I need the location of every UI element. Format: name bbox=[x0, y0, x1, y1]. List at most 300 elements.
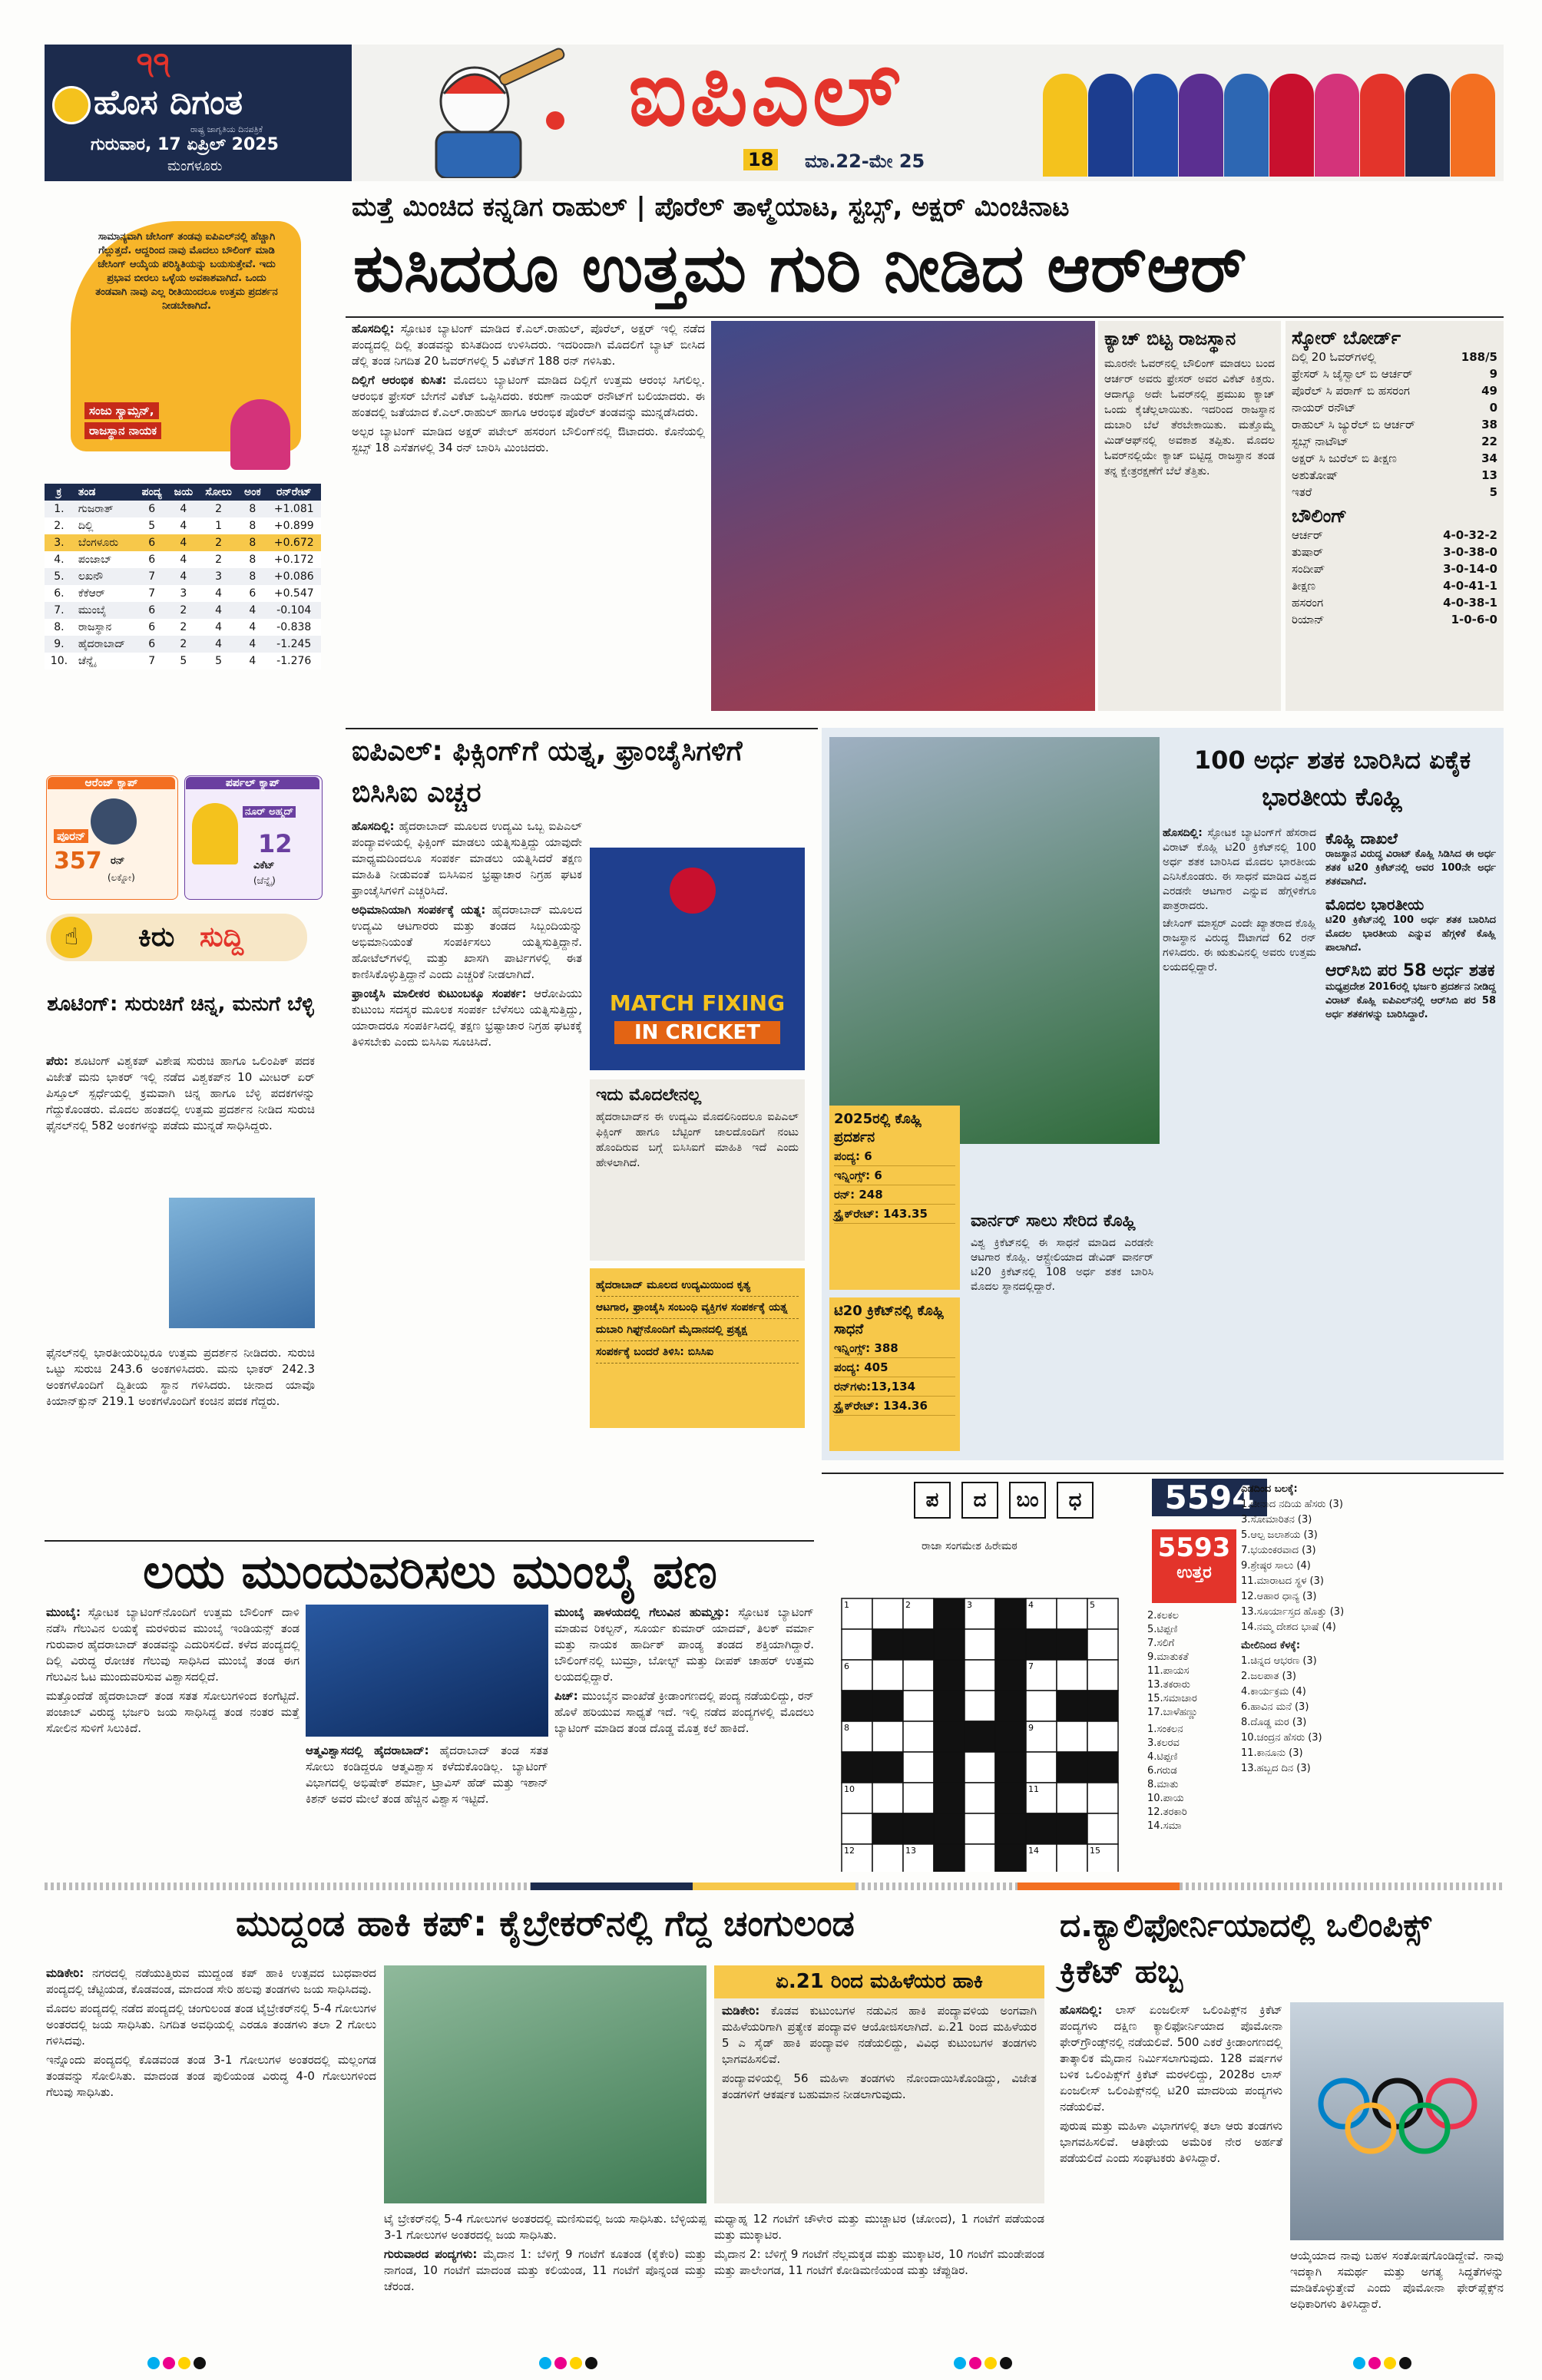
crossword-block bbox=[842, 1752, 872, 1783]
captain-avatar bbox=[1224, 74, 1269, 177]
mumbai-body-5: ಮುಂಬೈನ ವಾಂಖೆಡೆ ಕ್ರೀಡಾಂಗಣದಲ್ಲಿ ಪಂದ್ಯ ನಡೆಯಲಿದ್ದು, ರನ್ ಹೊಳೆ ಹರಿಯುವ ಸಾಧ್ಯತೆ ಇದೆ. ಇಲ್ಲಿ ನಡೆದ ಪಂದ್ಯಗಳಲ್ಲಿ ಮೊದಲು ಬ್ಯಾಟಿಂಗ್ ಮಾಡಿದ ತಂಡ ದೊಡ್ಡ ಮೊತ್ತ ಕಲೆ ಹಾಕಿದೆ. bbox=[554, 1689, 814, 1735]
bowling-row-name: ಆರ್ಚರ್ bbox=[1292, 528, 1323, 542]
points-cell: +0.172 bbox=[273, 554, 314, 566]
points-row bbox=[45, 534, 321, 551]
lead-body bbox=[352, 321, 705, 712]
bowling-row bbox=[1292, 577, 1497, 594]
crossword-cell[interactable] bbox=[872, 1598, 903, 1629]
fixing-box-title: ಇದು ಮೊದಲೇನಲ್ಲ bbox=[596, 1086, 701, 1105]
masthead bbox=[45, 40, 1504, 181]
points-header: ರನ್‌ರೇಟ್ bbox=[276, 486, 312, 498]
batting-row-name: ಅಶುತೋಷ್ bbox=[1292, 468, 1338, 482]
bowling-row-name: ಸಂದೀಪ್ bbox=[1292, 562, 1325, 576]
captain-avatar bbox=[1315, 74, 1359, 177]
clue-across: 7.ಭಯಂಕರವಾದ (3) bbox=[1241, 1545, 1316, 1556]
crossword-block bbox=[934, 1752, 965, 1783]
solution-down: 1.ಸಂಕಲನ bbox=[1147, 1724, 1183, 1735]
hockey-body-3: ಇನ್ನೊಂದು ಪಂದ್ಯದಲ್ಲಿ ಕೊಡವಂಡ ತಂಡ 3-1 ಗೋಲುಗಳ ಅಂತರದಲ್ಲಿ ಮಲ್ಲಂಗಡ ತಂಡವನ್ನು ಸೋಲಿಸಿತು. ಮಾದಂಡ ತಂಡ ಪುಲಿಯಂಡ ವಿರುದ್ಧ 4-0 ಗೋಲುಗಳಿಂದ ಗೆಲುವು ಸಾಧಿಸಿತು. bbox=[46, 2053, 376, 2099]
captain-avatar bbox=[1451, 74, 1495, 177]
points-cell: 5 bbox=[215, 655, 223, 667]
registration-marks bbox=[146, 2357, 207, 2372]
clues-down-title: ಮೇಲಿನಿಂದ ಕೆಳಕ್ಕೆ: bbox=[1241, 1640, 1301, 1651]
points-cell: -0.838 bbox=[276, 621, 312, 633]
bowling-row-value: 1-0-6-0 bbox=[1451, 613, 1497, 626]
crossword-cell[interactable] bbox=[872, 1844, 903, 1872]
clue-across: 11.ಮಾರಾಟದ ಸ್ಥಳ (3) bbox=[1241, 1575, 1324, 1587]
lead-kicker: ಮತ್ತೆ ಮಿಂಚಿದ ಕನ್ನಡಿಗ ರಾಹುಲ್ | ಪೊರೆಲ್ ತಾಳ್ಮೆಯಾಟ, ಸ್ಟಬ್ಸ್, ಅಕ್ಷರ್ ಮಿಂಚಿನಾಟ bbox=[352, 192, 1070, 223]
orange-cap-unit: ರನ್ bbox=[111, 855, 125, 867]
solution-across: 5.ಟಿಪ್ಪಣಿ bbox=[1147, 1624, 1178, 1635]
batting-row-value: 22 bbox=[1481, 435, 1497, 448]
fixing-body-1: ಹೈದರಾಬಾದ್ ಮೂಲದ ಉದ್ಯಮಿ ಒಬ್ಬ ಐಪಿಎಲ್ ಪಂದ್ಯಾವಳಿಯಲ್ಲಿ ಫಿಕ್ಸಿಂಗ್ ಮಾಡಲು ಯತ್ನಿಸುತ್ತಿದ್ದು ಯಾವುದೇ ಮಾಧ್ಯಮದಿಂದಲೂ ಸಂಪರ್ಕ ಮಾಡಲು ಯತ್ನಿಸಿದರೆ ತಕ್ಷಣ ಮಾಹಿತಿ ನೀಡುವಂತೆ ಬಿಸಿಸಿಐನ ಭ್ರಷ್ಟಾಚಾರ ನಿಗ್ರಹ ಘಟಕ ಫ್ರಾಂಚೈಸಿಗಳಿಗೆ ಎಚ್ಚರಿಸಿದೆ. bbox=[352, 819, 582, 897]
bowling-title: ಬೌಲಿಂಗ್ bbox=[1292, 505, 1347, 527]
points-header: ಅಂಕ bbox=[244, 486, 261, 498]
batting-row bbox=[1292, 399, 1497, 416]
bowling-row-name: ತುಷಾರ್ bbox=[1292, 545, 1324, 559]
puzzle-prev-box bbox=[1152, 1529, 1236, 1603]
fixing-sub-2: ಫ್ರಾಂಚೈಸಿ ಮಾಲೀಕರ ಕುಟುಂಬಕ್ಕೂ ಸಂಪರ್ಕ: bbox=[352, 987, 527, 1000]
lead-side-body: ಮೂರನೇ ಓವರ್‌ನಲ್ಲಿ ಬೌಲಿಂಗ್ ಮಾಡಲು ಬಂದ ಆರ್ಚರ್ ಅವರು ಫ್ರೇಸರ್ ಅವರ ವಿಕೆಟ್ ಕಿತ್ತರು. ಆದಾಗ್ಯೂ ಅದೇ ಓವರ್‌ನಲ್ಲಿ ಪ್ರಮುಖ ಕ್ಯಾಚ್ ಒಂದು ಕೈಚೆಲ್ಲಲಾಯಿತು. ಇದರಿಂದ ರಾಜಸ್ಥಾನ ದುಬಾರಿ ಬೆಲೆ ತೆರಬೇಕಾಯಿತು. ಮತ್ತೊಮ್ಮೆ ಮಿಡ್‌ಆಫ್‌ನಲ್ಲಿ ಅವಕಾಶ ತಪ್ಪಿತು. ಮೊದಲ ಓವರ್‌ನಲ್ಲಿಯೇ ಕ್ಯಾಚ್ ಬಿಟ್ಟಿದ್ದ ರಾಜಸ್ಥಾನ ತಂಡ ತನ್ನ ಕ್ಷೇತ್ರರಕ್ಷಣೆಗೆ ಬೆಲೆ ತೆತ್ತಿತು. bbox=[1104, 358, 1275, 478]
crossword-clue-number: 13 bbox=[905, 1846, 916, 1856]
puzzle-author: ರಾಜಾ ಸಂಗಮೇಶ ಹಿರೇಮಠ bbox=[922, 1540, 1018, 1552]
fixing-bullet: ದುಬಾರಿ ಗಿಫ್ಟ್‌ನೊಂದಿಗೆ ಮೈದಾನದಲ್ಲಿ ಪ್ರತ್ಯಕ್ಷ bbox=[596, 1319, 799, 1341]
crossword-block bbox=[934, 1629, 965, 1660]
points-cell: 7 bbox=[148, 570, 156, 583]
clue-down: 10.ಚಂದ್ರನ ಹೆಸರು (3) bbox=[1241, 1732, 1322, 1744]
hockey-body-b bbox=[384, 2211, 706, 2349]
puzzle-title bbox=[914, 1482, 1094, 1519]
orange-cap-team: (ಲಕ್ನೋ) bbox=[108, 872, 135, 883]
crossword-block bbox=[872, 1629, 903, 1660]
clue-across: 14.ನಮ್ಮ ದೇಶದ ಭಾಷೆ (4) bbox=[1241, 1621, 1336, 1633]
crossword-cell[interactable] bbox=[903, 1783, 934, 1813]
fixing-bullet: ಹೈದರಾಬಾದ್ ಮೂಲದ ಉದ್ಯಮಿಯಿಂದ ಕೃತ್ಯ bbox=[596, 1274, 799, 1297]
crossword-clue-number: 2 bbox=[905, 1600, 911, 1610]
captain-avatar bbox=[1269, 74, 1314, 177]
crossword-clue-number: 10 bbox=[844, 1784, 855, 1794]
lead-headline: ಕುಸಿದರೂ ಉತ್ತಮ ಗುರಿ ನೀಡಿದ ಆರ್‌ಆರ್ bbox=[353, 230, 1247, 307]
crossword-clue-number: 14 bbox=[1028, 1846, 1039, 1856]
points-cell: 8. bbox=[54, 621, 65, 633]
points-cell: 2 bbox=[215, 537, 223, 549]
kiru-headline: ಶೂಟಿಂಗ್: ಸುರುಚಿಗೆ ಚಿನ್ನ, ಮನುಗೆ ಬೆಳ್ಳಿ bbox=[47, 993, 314, 1016]
women-hockey-text bbox=[714, 1998, 1044, 2111]
warner-body: ವಿಶ್ವ ಕ್ರಿಕೆಟ್‌ನಲ್ಲಿ ಈ ಸಾಧನೆ ಮಾಡಿದ ಎರಡನೇ ಆಟಗಾರ ಕೊಹ್ಲಿ. ಆಸ್ಟ್ರೇಲಿಯಾದ ಡೇವಿಡ್ ವಾರ್ನರ್ ಟಿ20 ಕ್ರಿಕೆಟ್‌ನಲ್ಲಿ 108 ಅರ್ಧ ಶತಕ ಬಾರಿಸಿ ಮೊದಲ ಸ್ಥಾನದಲ್ಲಿದ್ದಾರೆ. bbox=[971, 1237, 1153, 1293]
points-cell: 6 bbox=[148, 621, 156, 633]
crossword-clue-number: 9 bbox=[1028, 1723, 1034, 1733]
hockey-body-a bbox=[46, 1965, 376, 2349]
crossword-block bbox=[934, 1691, 965, 1721]
puzzle-title-letter: ಬಂ bbox=[1009, 1482, 1046, 1519]
divider-segment bbox=[1018, 1883, 1180, 1890]
crossword-cell[interactable] bbox=[903, 1752, 934, 1783]
kohli-dateline: ಹೊಸದಿಲ್ಲಿ: bbox=[1163, 827, 1203, 839]
mumbai-dateline: ಮುಂಬೈ: bbox=[46, 1605, 81, 1619]
crossword-cell[interactable] bbox=[1057, 1844, 1087, 1872]
points-cell: 6 bbox=[249, 587, 256, 600]
points-cell: 5 bbox=[180, 655, 187, 667]
crossword-cell[interactable] bbox=[1057, 1660, 1087, 1691]
points-cell: +0.899 bbox=[273, 520, 314, 532]
crossword-cell[interactable] bbox=[965, 1813, 995, 1844]
kohli-body bbox=[1163, 826, 1316, 1256]
crossword-block bbox=[1026, 1629, 1057, 1660]
solution-across: 2.ಕಲಕಲ bbox=[1147, 1610, 1179, 1621]
points-cell: 8 bbox=[249, 554, 256, 566]
points-cell: 3 bbox=[215, 570, 223, 583]
crossword-cell[interactable] bbox=[965, 1752, 995, 1783]
bowling-row bbox=[1292, 544, 1497, 560]
points-cell: -0.104 bbox=[276, 604, 312, 616]
clue-across: 5.ಆಲ್ಪ ಜಲಾಶಯ (3) bbox=[1241, 1529, 1318, 1541]
lead-body-3: ಅಲ್ಪರ ಬ್ಯಾಟಿಂಗ್ ಮಾಡಿದ ಅಕ್ಷರ್ ಪಟೇಲ್ ಹಸರಂಗ ಬೌಲಿಂಗ್‌ನಲ್ಲಿ ಔಟಾದರು. ಕೊನೆಯಲ್ಲಿ ಸ್ಟಬ್ಸ್ 18 ಎಸೆತಗಳಲ್ಲಿ 34 ರನ್ ಬಾರಿಸಿ ಮಿಂಚಿದರು. bbox=[352, 425, 705, 455]
batting-row-value: 49 bbox=[1481, 384, 1497, 398]
section-divider bbox=[45, 1883, 1504, 1890]
crossword-cell[interactable] bbox=[903, 1660, 934, 1691]
batting-row-value: 34 bbox=[1481, 451, 1497, 465]
captain-avatar bbox=[1405, 74, 1450, 177]
clue-across: 13.ಸೂರ್ಯಾಸ್ತದ ಹೊತ್ತು (3) bbox=[1241, 1606, 1345, 1618]
crossword-grid bbox=[826, 1583, 1141, 1872]
crossword-cell[interactable] bbox=[965, 1691, 995, 1721]
crossword-clue-number: 4 bbox=[1028, 1600, 1034, 1610]
olympic-dateline: ಹೊಸದಿಲ್ಲಿ: bbox=[1060, 2003, 1103, 2017]
orange-cap-name: ಪೂರನ್ bbox=[54, 829, 88, 843]
mumbai-body-c bbox=[554, 1605, 814, 1873]
crossword-clue-number: 8 bbox=[844, 1723, 849, 1733]
points-cell: 6 bbox=[148, 638, 156, 650]
crossword-cell[interactable] bbox=[965, 1629, 995, 1660]
crossword-cell[interactable] bbox=[872, 1721, 903, 1752]
bowling-row bbox=[1292, 611, 1497, 628]
lead-rule bbox=[346, 316, 1504, 318]
crossword-block bbox=[1026, 1813, 1057, 1844]
batting-row bbox=[1292, 467, 1497, 484]
kohli-t20-stat: ಪಂದ್ಯ: 405 bbox=[834, 1358, 955, 1377]
bowling-row bbox=[1292, 527, 1497, 544]
crossword-clue-number: 12 bbox=[844, 1846, 855, 1856]
crossword-cell[interactable] bbox=[1087, 1721, 1118, 1752]
batting-row-value: 9 bbox=[1489, 367, 1497, 381]
points-cell: 4 bbox=[215, 638, 223, 650]
points-cell: 5 bbox=[148, 520, 156, 532]
points-cell: +0.672 bbox=[273, 537, 314, 549]
crossword-block bbox=[995, 1691, 1026, 1721]
points-cell: 2 bbox=[180, 621, 187, 633]
kohli-s3-title: ಆರ್‌ಸಿಬಿ ಪರ 58 ಅರ್ಧ ಶತಕ bbox=[1325, 961, 1495, 980]
puzzle-title-letter: ಪ bbox=[914, 1482, 951, 1519]
points-cell: 4 bbox=[249, 621, 256, 633]
hockey-dateline: ಮಡಿಕೇರಿ: bbox=[46, 1966, 84, 1980]
clue-down: 2.ಜಲಪಾತ (3) bbox=[1241, 1671, 1296, 1682]
divider-segment bbox=[693, 1883, 855, 1890]
kohli-s2-body: ಟಿ20 ಕ್ರಿಕೆಟ್‌ನಲ್ಲಿ 100 ಅರ್ಧ ಶತಕ ಬಾರಿಸಿದ ಮೊದಲ ಭಾರತೀಯ ಎನ್ನುವ ಹೆಗ್ಗಳಿಕೆ ಕೊಹ್ಲಿ ಪಾಲಾಗಿದೆ. bbox=[1325, 914, 1496, 954]
clue-across: 3.ಸೋಮಾರಿತನ (3) bbox=[1241, 1514, 1312, 1526]
points-row bbox=[45, 619, 321, 636]
solution-across: 7.ಸಲಿಗೆ bbox=[1147, 1638, 1175, 1649]
crossword-clue-number: 3 bbox=[967, 1600, 972, 1610]
lead-side-box bbox=[1098, 321, 1281, 711]
shooting-photo bbox=[169, 1198, 315, 1328]
points-cell: 2 bbox=[215, 503, 223, 515]
points-row bbox=[45, 585, 321, 602]
kohli-stat: ರನ್: 248 bbox=[834, 1185, 955, 1205]
paper-tagline: ರಾಷ್ಟ್ರ ಜಾಗೃತಿಯ ದಿನಪತ್ರಿಕೆ bbox=[190, 124, 263, 134]
kiru-body-1: ಶೂಟಿಂಗ್ ವಿಶ್ವಕಪ್ ವಿಶೇಷ ಸುರುಚಿ ಹಾಗೂ ಒಲಿಂಪಿಕ್ ಪದಕ ವಿಜೇತೆ ಮನು ಭಾಕರ್ ಇಲ್ಲಿ ನಡೆದ ವಿಶ್ವಕಪ್‌ನ 10 ಮೀಟರ್ ಏರ್ ಪಿಸ್ತೂಲ್ ಸ್ಪರ್ಧೆಯಲ್ಲಿ ಕ್ರಮವಾಗಿ ಚಿನ್ನ ಹಾಗೂ ಬೆಳ್ಳಿ ಪದಕಗಳನ್ನು ಗೆದ್ದುಕೊಂಡರು. ಮೊದಲ ಹಂತದಲ್ಲಿ ಉತ್ತಮ ಪ್ರದರ್ಶನ ನೀಡಿದ ಸುರುಚಿ ಫೈನಲ್‌ನಲ್ಲಿ 582 ಅಂಕಗಳನ್ನು ಪಡೆದು ಮುನ್ನಡೆ ಸಾಧಿಸಿದ್ದರು. bbox=[46, 1054, 315, 1132]
scoreboard-team-line: ದಿಲ್ಲಿ 20 ಓವರ್‌ಗಳಲ್ಲಿ bbox=[1292, 350, 1376, 364]
captain-avatar bbox=[1043, 74, 1087, 177]
points-cell: 4 bbox=[215, 621, 223, 633]
divider-segment bbox=[1180, 1883, 1504, 1890]
crossword-block bbox=[995, 1721, 1026, 1752]
crossword-cell[interactable] bbox=[903, 1721, 934, 1752]
hockey-body-2: ಮೊದಲ ಪಂದ್ಯದಲ್ಲಿ ನಡೆದ ಪಂದ್ಯದಲ್ಲಿ ಚಂಗುಲಂಡ ತಂಡ ಟೈಬ್ರೇಕರ್‌ನಲ್ಲಿ 5-4 ಗೋಲುಗಳ ಅಂತರದಲ್ಲಿ ಜಯ ಸಾಧಿಸಿತು. ನಿಗದಿತ ಅವಧಿಯಲ್ಲಿ ಎರಡೂ ತಂಡಗಳು ತಲಾ 2 ಗೋಲು ಗಳಿಸಿದವು. bbox=[46, 2002, 376, 2048]
clue-across: 12.ಆಹಾರ ಧಾನ್ಯ (3) bbox=[1241, 1591, 1317, 1602]
puzzle-solution bbox=[1147, 1609, 1239, 1863]
crossword-block bbox=[903, 1813, 934, 1844]
registration-marks bbox=[1352, 2357, 1413, 2372]
points-cell: 8 bbox=[249, 520, 256, 532]
points-cell: 6 bbox=[148, 604, 156, 616]
ipl-title: ಐಪಿಎಲ್ bbox=[628, 40, 904, 146]
crossword-cell[interactable] bbox=[965, 1844, 995, 1872]
puzzle-prev-label: ಉತ್ತರ bbox=[1176, 1563, 1212, 1582]
points-cell: 6. bbox=[54, 587, 65, 600]
crossword-block bbox=[1057, 1813, 1087, 1844]
crossword-block bbox=[934, 1844, 965, 1872]
crossword-block bbox=[934, 1598, 965, 1629]
crossword-cell[interactable] bbox=[1087, 1813, 1118, 1844]
points-cell: 7 bbox=[148, 655, 156, 667]
hockey-body-4: ಟೈ ಬ್ರೇಕರ್‌ನಲ್ಲಿ 5-4 ಗೋಲುಗಳ ಅಂತರದಲ್ಲಿ ಮಣಿಸುವಲ್ಲಿ ಜಯ ಸಾಧಿಸಿತು. ಬೆಳ್ಳಿಯಪ್ಪ 3-1 ಗೋಲುಗಳ ಅಂತರದಲ್ಲಿ ಜಯ ಸಾಧಿಸಿತು. bbox=[384, 2212, 706, 2242]
points-cell: ಲಖನೌ bbox=[78, 570, 104, 583]
points-cell: 8 bbox=[249, 503, 256, 515]
kohli-t20-stat: ಸ್ಟ್ರೈಕ್‌ರೇಟ್: 134.36 bbox=[834, 1397, 955, 1416]
points-cell: ಬೆಂಗಳೂರು bbox=[78, 537, 119, 549]
puzzle-number: 5594 bbox=[1152, 1479, 1267, 1516]
solution-down: 14.ಸಮಾ bbox=[1147, 1820, 1182, 1832]
points-cell: 6 bbox=[148, 537, 156, 549]
registration-marks bbox=[538, 2357, 599, 2372]
puzzle-title-letter: ದ bbox=[961, 1482, 998, 1519]
ipl-captains-strip bbox=[1043, 51, 1496, 177]
mumbai-body-3: ಹೈದರಾಬಾದ್ ತಂಡ ಸತತ ಸೋಲು ಕಂಡಿದ್ದರೂ ಆತ್ಮವಿಶ್ವಾಸ ಕಳೆದುಕೊಂಡಿಲ್ಲ. ಬ್ಯಾಟಿಂಗ್ ವಿಭಾಗದಲ್ಲಿ ಅಭಿಷೇಕ್ ಶರ್ಮಾ, ಟ್ರಾವಿಸ್ ಹೆಡ್ ಮತ್ತು ಇಶಾನ್ ಕಿಶನ್ ಅವರ ಮೇಲೆ ತಂಡ ಹೆಚ್ಚಿನ ವಿಶ್ವಾಸ ಇಟ್ಟಿದೆ. bbox=[306, 1744, 548, 1806]
crossword-cell[interactable] bbox=[1057, 1783, 1087, 1813]
registration-marks bbox=[952, 2357, 1014, 2372]
points-cell: 1. bbox=[54, 503, 65, 515]
crossword-block bbox=[934, 1783, 965, 1813]
points-cell: 8 bbox=[249, 570, 256, 583]
crossword-block bbox=[1087, 1691, 1118, 1721]
points-row bbox=[45, 568, 321, 585]
points-cell: 2. bbox=[54, 520, 65, 532]
points-cell: ಹೈದರಾಬಾದ್ bbox=[78, 638, 126, 650]
batting-row-name: ಪೊರೆಲ್ ಸಿ ಪರಾಗ್ ಬಿ ಹಸರಂಗ bbox=[1292, 384, 1410, 398]
clue-down: 1.ಚಿನ್ನದ ಆಭರಣ (3) bbox=[1241, 1655, 1317, 1667]
kohli-stat: ಸ್ಟ್ರೈಕ್‌ರೇಟ್: 143.35 bbox=[834, 1205, 955, 1224]
bowling-row bbox=[1292, 594, 1497, 611]
points-cell: 6 bbox=[148, 554, 156, 566]
kohli-side-stats bbox=[1322, 826, 1499, 1456]
crossword-cell[interactable] bbox=[1087, 1660, 1118, 1691]
crossword-cell[interactable] bbox=[872, 1660, 903, 1691]
crossword-block bbox=[1087, 1752, 1118, 1783]
kohli-stat: ಪಂದ್ಯ: 6 bbox=[834, 1147, 955, 1166]
crossword-cell[interactable] bbox=[842, 1629, 872, 1660]
points-cell: ಚೆನ್ನೈ bbox=[78, 655, 96, 667]
batting-row-name: ಅಕ್ಷರ್ ಸಿ ಜುರೆಲ್ ಬಿ ತೀಕ್ಷಣ bbox=[1292, 451, 1397, 465]
women-hockey-body-4: ಮೈದಾನ 2: ಬೆಳಿಗ್ಗೆ 9 ಗಂಟೆಗೆ ನೆಲ್ಲಮಕ್ಕಡ ಮತ್ತು ಮುಕ್ಕಾಟಿರ, 10 ಗಂಟೆಗೆ ಮಂಡೇಪಂಡ ಮತ್ತು ಪಾಲೇಂಗಡ, 11 ಗಂಟೆಗೆ ಕೋಡಿಮಣಿಯಂಡ ಮತ್ತು ಚೆಪ್ಪುಡಿರ. bbox=[714, 2247, 1044, 2277]
scoreboard-title: ಸ್ಕೋರ್ ಬೋರ್ಡ್ bbox=[1292, 327, 1401, 349]
fixing-img-text-2: IN CRICKET bbox=[614, 1021, 780, 1044]
clues-across-title: ಎಡದಿಂದ ಬಲಕ್ಕೆ: bbox=[1241, 1483, 1298, 1495]
purple-cap-wkts: 12 bbox=[258, 829, 293, 858]
olympic-body-a bbox=[1060, 2002, 1282, 2348]
fixing-body bbox=[352, 818, 582, 1525]
points-cell: 1 bbox=[215, 520, 223, 532]
batting-row-name: ನಾಯರ್ ರನೌಟ್ bbox=[1292, 401, 1356, 415]
bowling-row-value: 4-0-32-2 bbox=[1443, 528, 1497, 542]
hand-icon: ☝ bbox=[51, 917, 92, 958]
crossword-block bbox=[995, 1660, 1026, 1691]
clue-across: 1.ಚೀನಾದ ನದಿಯ ಹೆಸರು (3) bbox=[1241, 1499, 1343, 1510]
points-cell: 4 bbox=[180, 520, 187, 532]
points-cell: 5. bbox=[54, 570, 65, 583]
women-hockey-dateline: ಮಡಿಕೇರಿ: bbox=[722, 2004, 760, 2018]
kiru-label-b: ಸುದ್ದಿ bbox=[200, 921, 244, 953]
points-cell: 7 bbox=[148, 587, 156, 600]
issue-date: ಗುರುವಾರ, 17 ಏಪ್ರಿಲ್ 2025 bbox=[91, 135, 279, 154]
batting-row-name: ಫ್ರೇಸರ್ ಸಿ ಜೈಸ್ವಾಲ್ ಬಿ ಆರ್ಚರ್ bbox=[1292, 367, 1413, 381]
fixing-headline: ಐಪಿಎಲ್: ಫಿಕ್ಸಿಂಗ್‌ಗೆ ಯತ್ನ, ಫ್ರಾಂಚೈಸಿಗಳಿಗೆ ಬಿಸಿಸಿಐ ಎಚ್ಚರ bbox=[352, 735, 743, 808]
points-cell: 4 bbox=[180, 503, 187, 515]
cricket-ball-icon bbox=[670, 868, 716, 914]
batting-row bbox=[1292, 365, 1497, 382]
kiru-label-a: ಕಿರು bbox=[138, 921, 175, 953]
mumbai-body-4: ಸ್ಫೋಟಕ ಬ್ಯಾಟಿಂಗ್ ಮಾಡುವ ರಿಕಲ್ಟನ್, ಸೂರ್ಯ ಕುಮಾರ್ ಯಾದವ್, ತಿಲಕ್ ವರ್ಮಾ ಮತ್ತು ನಾಯಕ ಹಾರ್ದಿಕ್ ಪಾಂಡ್ಯ ತಂಡದ ಶಕ್ತಿಯಾಗಿದ್ದಾರೆ. ಬೌಲಿಂಗ್‌ನಲ್ಲಿ ಬುಮ್ರಾ, ಬೋಲ್ಟ್ ಮತ್ತು ದೀಪಕ್ ಚಾಹರ್ ಉತ್ತಮ ಲಯದಲ್ಲಿದ್ದಾರೆ. bbox=[554, 1605, 814, 1684]
crossword-cell[interactable] bbox=[1087, 1629, 1118, 1660]
crossword-cell[interactable] bbox=[1087, 1783, 1118, 1813]
crossword-cell[interactable] bbox=[1026, 1752, 1057, 1783]
crossword-cell[interactable] bbox=[1057, 1598, 1087, 1629]
mumbai-sub-2: ಮುಂಬೈ ಪಾಳಯದಲ್ಲಿ ಗೆಲುವಿನ ಹುಮ್ಮಸ್ಸು: bbox=[554, 1605, 730, 1619]
clue-down: 6.ಹಾವಿನ ಮನೆ (3) bbox=[1241, 1701, 1309, 1713]
batting-row bbox=[1292, 484, 1497, 501]
fixing-dateline: ಹೊಸದಿಲ್ಲಿ: bbox=[352, 819, 395, 833]
points-row bbox=[45, 517, 321, 534]
warner-title: ವಾರ್ನರ್ ಸಾಲು ಸೇರಿದ ಕೊಹ್ಲಿ bbox=[971, 1211, 1137, 1231]
points-cell: 4 bbox=[249, 638, 256, 650]
olympic-body-1: ಲಾಸ್ ಏಂಜಲೀಸ್ ಒಲಿಂಪಿಕ್ಸ್‌ನ ಕ್ರಿಕೆಟ್ ಪಂದ್ಯಗಳು ದಕ್ಷಿಣ ಕ್ಯಾಲಿಫೋರ್ನಿಯಾದ ಪೊಮೋನಾ ಫೇರ್‌ಗ್ರೌಂಡ್ಸ್‌ನಲ್ಲಿ ನಡೆಯಲಿವೆ. 500 ಎಕರೆ ಕ್ರೀಡಾಂಗಣದಲ್ಲಿ ತಾತ್ಕಾಲಿಕ ಮೈದಾನ ನಿರ್ಮಿಸಲಾಗುವುದು. 128 ವರ್ಷಗಳ ಬಳಿಕ ಒಲಿಂಪಿಕ್ಸ್‌ಗೆ ಕ್ರಿಕೆಟ್ ಮರಳಲಿದ್ದು, 2028ರ ಲಾಸ್ ಏಂಜಲೀಸ್ ಒಲಿಂಪಿಕ್ಸ್‌ನಲ್ಲಿ ಟಿ20 ಮಾದರಿಯ ಪಂದ್ಯಗಳು ನಡೆಯಲಿವೆ. bbox=[1060, 2003, 1282, 2114]
crossword-clue-number: 7 bbox=[1028, 1661, 1034, 1671]
points-cell: 4 bbox=[180, 554, 187, 566]
crossword-block bbox=[872, 1813, 903, 1844]
crossword-cell[interactable] bbox=[903, 1691, 934, 1721]
crossword-cell[interactable] bbox=[1026, 1691, 1057, 1721]
crossword-cell[interactable] bbox=[965, 1783, 995, 1813]
issue-city: ಮಂಗಳೂರು bbox=[167, 158, 223, 174]
clue-down: 11.ಕಾನೂನು (3) bbox=[1241, 1747, 1303, 1759]
points-cell: 8 bbox=[249, 537, 256, 549]
points-cell: +1.081 bbox=[273, 503, 314, 515]
points-cell: -1.276 bbox=[276, 655, 312, 667]
crossword-cell[interactable] bbox=[842, 1813, 872, 1844]
points-cell: 2 bbox=[215, 554, 223, 566]
quote-text: ಸಾಮಾನ್ಯವಾಗಿ ಚೇಸಿಂಗ್ ತಂಡವು ಐಪಿಎಲ್‌ನಲ್ಲಿ ಹೆಚ್ಚಾಗಿ ಗೆಲ್ಲುತ್ತದೆ. ಆದ್ದರಿಂದ ನಾವು ಮೊದಲು ಬೌಲಿಂಗ್ ಮಾಡಿ ಚೇಸಿಂಗ್ ಆಯ್ಕೆಯ ಪರಿಸ್ಥಿತಿಯನ್ನು ಬಯಸುತ್ತೇವೆ. ಇದು ಪ್ರಭಾವ ಬೀರಲು ಒಳ್ಳೆಯ ಅವಕಾಶವಾಗಿದೆ. ಒಂದು ತಂಡವಾಗಿ ನಾವು ಎಲ್ಲ ರೀತಿಯಿಂದಲೂ ಉತ್ತಮ ಪ್ರದರ್ಶನ ನೀಡಬೇಕಾಗಿದೆ. bbox=[95, 231, 278, 312]
mumbai-photo bbox=[306, 1605, 548, 1737]
points-row bbox=[45, 653, 321, 669]
warner-box bbox=[966, 1205, 1158, 1451]
crossword-block bbox=[965, 1721, 995, 1752]
points-header: ಕ್ರ bbox=[56, 486, 62, 498]
points-cell: 9. bbox=[54, 638, 65, 650]
crossword-block bbox=[1057, 1691, 1087, 1721]
points-header: ಸೋಲು bbox=[205, 486, 232, 498]
clue-down: 13.ಹಬ್ಬದ ದಿನ (3) bbox=[1241, 1763, 1311, 1774]
scoreboard-total: 188/5 bbox=[1461, 350, 1497, 364]
divider-segment bbox=[531, 1883, 693, 1890]
mumbai-body-1: ಸ್ಫೋಟಕ ಬ್ಯಾಟಿಂಗ್‌ನೊಂದಿಗೆ ಉತ್ತಮ ಬೌಲಿಂಗ್ ದಾಳಿ ನಡೆಸಿ ಗೆಲುವಿನ ಲಯಕ್ಕೆ ಮರಳಿರುವ ಮುಂಬೈ ಇಂಡಿಯನ್ಸ್ ತಂಡ ಗುರುವಾರ ಹೈದರಾಬಾದ್ ತಂಡವನ್ನು ಎದುರಿಸಲಿದೆ. ಕಳೆದ ಪಂದ್ಯದಲ್ಲಿ ದಿಲ್ಲಿ ವಿರುದ್ಧ ರೋಚಕ ಗೆಲುವು ಸಾಧಿಸಿದ ಮುಂಬೈ ತಂಡ ಈಗ ಗೆಲುವಿನ ಓಟ ಮುಂದುವರಿಸುವ ವಿಶ್ವಾಸದಲ್ಲಿದೆ. bbox=[46, 1605, 299, 1684]
points-cell: ದಿಲ್ಲಿ bbox=[78, 520, 94, 532]
crossword-cell[interactable] bbox=[872, 1783, 903, 1813]
fixing-box-body: ಹೈದರಾಬಾದ್‌ನ ಈ ಉದ್ಯಮಿ ಮೊದಲಿನಿಂದಲೂ ಐಪಿಎಲ್ ಫಿಕ್ಸಿಂಗ್ ಹಾಗೂ ಬೆಟ್ಟಿಂಗ್ ಜಾಲದೊಂದಿಗೆ ನಂಟು ಹೊಂದಿರುವ ಬಗ್ಗೆ ಬಿಸಿಸಿಐಗೆ ಮಾಹಿತಿ ಇದೆ ಎಂದು ಹೇಳಲಾಗಿದೆ. bbox=[596, 1111, 799, 1169]
points-header: ಪಂದ್ಯ bbox=[141, 486, 162, 498]
fixing-sub-1: ಅಧಿಮಾನಿಯಾಗಿ ಸಂಪರ್ಕಕ್ಕೆ ಯತ್ನ: bbox=[352, 903, 486, 917]
divider-segment bbox=[855, 1883, 1018, 1890]
mumbai-body-2: ಮತ್ತೊಂದೆಡೆ ಹೈದರಾಬಾದ್ ತಂಡ ಸತತ ಸೋಲುಗಳಿಂದ ಕಂಗೆಟ್ಟಿದೆ. ಪಂಜಾಬ್ ವಿರುದ್ಧ ಭರ್ಜರಿ ಜಯ ಸಾಧಿಸಿದ್ದ ತಂಡ ನಂತರ ಮತ್ತೆ ಸೋಲಿನ ಸುಳಿಗೆ ಸಿಲುಕಿದೆ. bbox=[46, 1689, 299, 1735]
women-hockey-body-3: ಮಧ್ಯಾಹ್ನ 12 ಗಂಟೆಗೆ ಚೌಳೇರ ಮತ್ತು ಮುಚ್ಚಾಟಿರ (ಚೋಂದ), 1 ಗಂಟೆಗೆ ಪಡೆಯಂಡ ಮತ್ತು ಮುಕ್ಕಾಟಿರ. bbox=[714, 2212, 1044, 2242]
crossword-block bbox=[995, 1783, 1026, 1813]
points-cell: 4 bbox=[180, 537, 187, 549]
kohli-stats-title: 2025ರಲ್ಲಿ ಕೊಹ್ಲಿ ಪ್ರದರ್ಶನ bbox=[834, 1111, 922, 1145]
crossword-block bbox=[934, 1660, 965, 1691]
kohli-t20-title: ಟಿ20 ಕ್ರಿಕೆಟ್‌ನಲ್ಲಿ ಕೊಹ್ಲಿ ಸಾಧನೆ bbox=[834, 1303, 945, 1337]
points-cell: 3 bbox=[180, 587, 187, 600]
points-cell: 4 bbox=[215, 587, 223, 600]
kohli-s1-body: ರಾಜಸ್ಥಾನ ವಿರುದ್ಧ ವಿರಾಟ್ ಕೊಹ್ಲಿ ಸಿಡಿಸಿದ ಈ ಅರ್ಧ ಶತಕ ಟಿ20 ಕ್ರಿಕೆಟ್‌ನಲ್ಲಿ ಅವರ 100ನೇ ಅರ್ಧ ಶತಕವಾಗಿದೆ. bbox=[1325, 848, 1496, 888]
batting-row bbox=[1292, 450, 1497, 467]
crossword-block bbox=[872, 1752, 903, 1783]
bowling-row-name: ರಿಯಾನ್ bbox=[1292, 613, 1325, 626]
batting-row bbox=[1292, 433, 1497, 450]
batting-row-name: ಇತರೆ bbox=[1292, 485, 1312, 499]
women-hockey-body-2: ಪಂದ್ಯಾವಳಿಯಲ್ಲಿ 56 ಮಹಿಳಾ ತಂಡಗಳು ನೋಂದಾಯಿಸಿಕೊಂಡಿದ್ದು, ವಿಜೇತ ತಂಡಗಳಿಗೆ ಆಕರ್ಷಕ ಬಹುಮಾನ ನೀಡಲಾಗುವುದು. bbox=[722, 2071, 1037, 2101]
fixing-bullet: ಆಟಗಾರ, ಫ್ರಾಂಚೈಸಿ ಸಂಬಂಧಿ ವ್ಯಕ್ತಿಗಳ ಸಂಪರ್ಕಕ್ಕೆ ಯತ್ನ bbox=[596, 1297, 799, 1319]
crossword-clue-number: 6 bbox=[844, 1661, 849, 1671]
lead-dateline: ಹೊಸದಿಲ್ಲಿ: bbox=[352, 322, 395, 336]
clue-down: 8.ದೊಡ್ಡ ಮರ (3) bbox=[1241, 1717, 1307, 1728]
batsman-illustration bbox=[382, 48, 574, 178]
solution-across: 17.ಬಾಳೆಹಣ್ಣು bbox=[1147, 1707, 1198, 1718]
bowling-row-value: 3-0-38-0 bbox=[1443, 545, 1497, 559]
crossword-cell[interactable] bbox=[1057, 1721, 1087, 1752]
crossword-block bbox=[1057, 1752, 1087, 1783]
crossword-cell[interactable] bbox=[965, 1660, 995, 1691]
issue-mark: ੧੧ bbox=[137, 46, 170, 81]
batting-row-value: 5 bbox=[1489, 485, 1497, 499]
kiru-body-2: ಫೈನಲ್‌ನಲ್ಲಿ ಭಾರತೀಯರಿಬ್ಬರೂ ಉತ್ತಮ ಪ್ರದರ್ಶನ ನೀಡಿದರು. ಸುರುಚಿ ಒಟ್ಟು ಸುರುಚಿ 243.6 ಅಂಕಗಳಿಸಿದರು. ಮನು ಭಾಕರ್ 242.3 ಅಂಕಗಳೊಂದಿಗೆ ದ್ವಿತೀಯ ಸ್ಥಾನ ಗಳಿಸಿದರು. ಚೀನಾದ ಯಾವೊ ಕಿಯಾನ್‌ಕ್ಸುನ್ 219.1 ಅಂಕಗಳೊಂದಿಗೆ ಕಂಚಿನ ಪದಕ ಗೆದ್ದರು. bbox=[46, 1346, 315, 1408]
hockey-headline: ಮುದ್ದಂಡ ಹಾಕಿ ಕಪ್: ಕೈಬ್ರೇಕರ್‌ನಲ್ಲಿ ಗೆದ್ದ ಚಂಗುಲಂಡ bbox=[236, 1902, 855, 1944]
captain-avatar bbox=[1088, 74, 1133, 177]
points-cell: ಗುಜರಾತ್ bbox=[78, 503, 114, 515]
fixing-rule bbox=[346, 728, 818, 729]
kohli-stats-2025 bbox=[829, 1106, 960, 1290]
bowling-row-value: 4-0-38-1 bbox=[1443, 596, 1497, 610]
puzzle-prev-number: 5593 bbox=[1157, 1532, 1231, 1563]
points-row bbox=[45, 501, 321, 517]
solution-down: 8.ಮಾತು bbox=[1147, 1779, 1179, 1790]
kohli-body-1: ಸ್ಫೋಟಕ ಬ್ಯಾಟಿಂಗ್‌ಗೆ ಹೆಸರಾದ ವಿರಾಟ್ ಕೊಹ್ಲಿ ಟಿ20 ಕ್ರಿಕೆಟ್‌ನಲ್ಲಿ 100 ಅರ್ಧ ಶತಕ ಬಾರಿಸಿದ ಮೊದಲ ಭಾರತೀಯ ಎನಿಸಿಕೊಂಡರು. ಈ ಸಾಧನೆ ಮಾಡಿದ ವಿಶ್ವದ ಎರಡನೇ ಆಟಗಾರ ಎನ್ನುವ ಹೆಗ್ಗಳಿಕೆಗೂ ಪಾತ್ರರಾದರು. bbox=[1163, 827, 1316, 912]
